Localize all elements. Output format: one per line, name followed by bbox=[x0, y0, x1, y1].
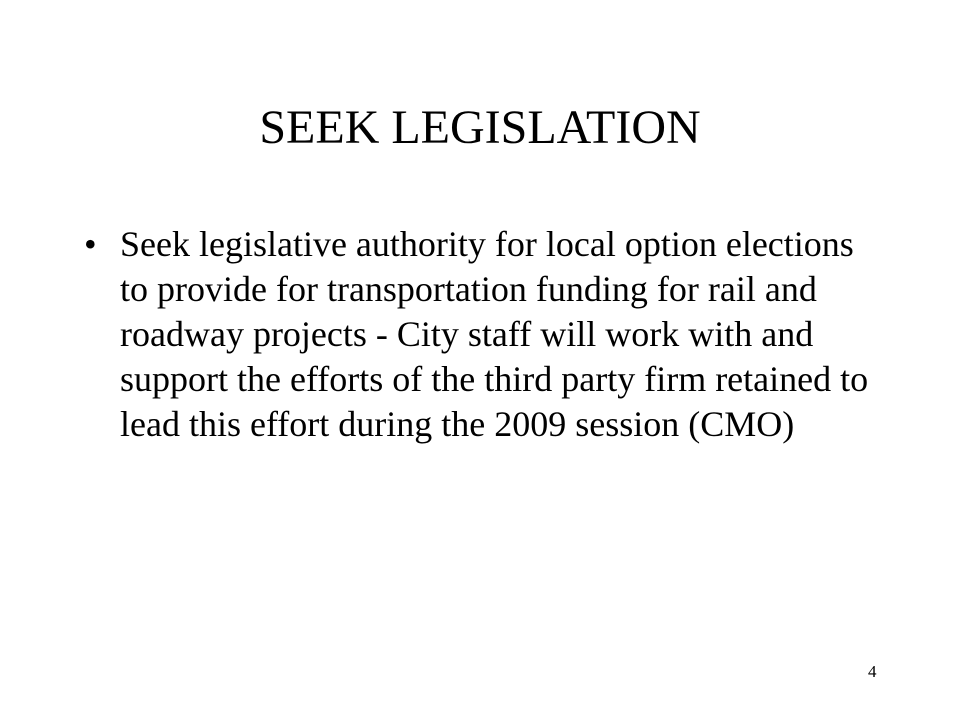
bullet-dot-icon: • bbox=[84, 224, 97, 264]
bullet-text: Seek legislative authority for local option elections to provide for transportation funding for rail and roadway projects - City staff will work with and support the efforts of the third party firm retained to lead this effort during the 2009 session (CMO) bbox=[120, 224, 869, 444]
slide-title: SEEK LEGISLATION bbox=[259, 101, 701, 154]
page-number: 4 bbox=[868, 662, 877, 681]
bullet-item bbox=[84, 222, 884, 447]
bullet-list bbox=[84, 222, 884, 447]
